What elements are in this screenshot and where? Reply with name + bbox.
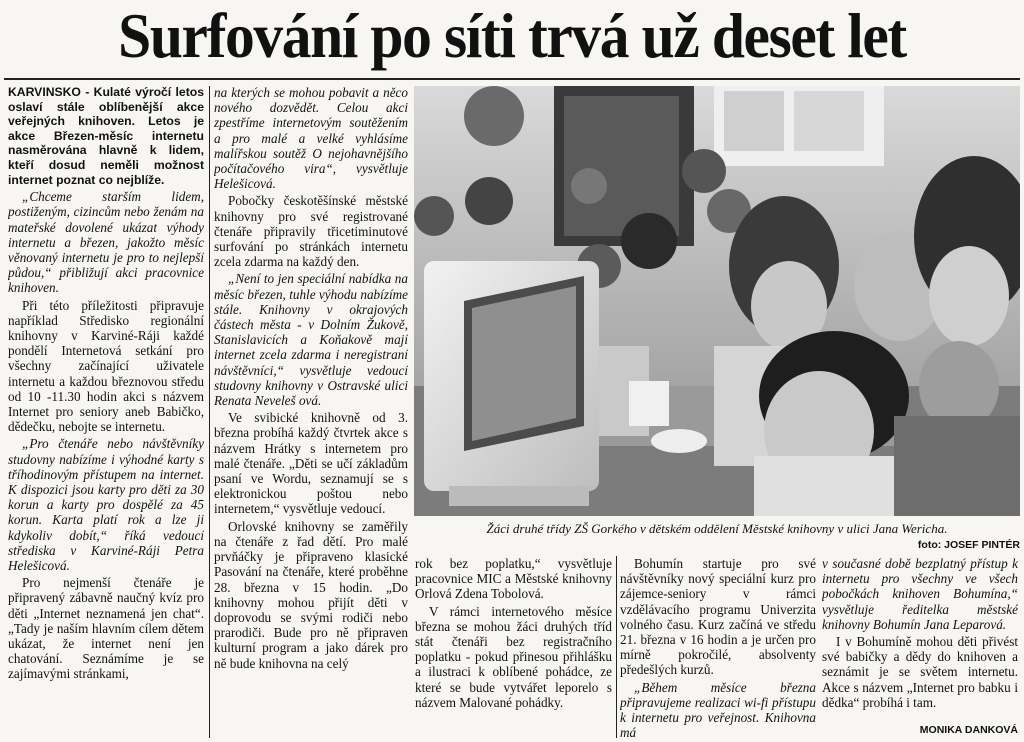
paragraph: v současné době bezplatný přístup k internetu pro všechny ve všech pobočkách knihoven Bohumína,“ vysvětluje ředitelka městské knihovny Bohumín Jana Leparová.: [822, 556, 1018, 632]
paragraph: „Pro čtenáře nebo návštěvníky studovny nabízíme i výhodné karty s tříhodinovým přístupem na internet. K dispozici jsou karty pro děti za 30 korun a karty pro dospělé za 45 korun. Karta platí rok a lze ji kdykoliv dobít,“ říká vedoucí střediska v Karviné-Ráji Petra Helešicová.: [8, 436, 204, 574]
paragraph: Ve svibické knihovně od 3. března probíhá každý čtvrtek akce s názvem Hrátky s internetem pro malé čtenáře. „Děti se učí základům psaní ve Wordu, seznamují se s elektronickou poštou nebo internetem,“ vysvětluje vedoucí.: [214, 410, 408, 517]
paragraph: I v Bohumíně mohou děti přivést své babičky a dědy do knihoven a seznámit je se světem internetu. Akce s názvem „Internet pro babku i dědka“ probíhá i tam.: [822, 634, 1018, 710]
photo-caption: Žáci druhé třídy ZŠ Gorkého v dětském oddělení Městské knihovny v ulici Jana Wericha.: [486, 521, 948, 536]
paragraph: „Během měsíce března připravujeme realizaci wi-fi přístupu k internetu pro veřejnost. Knihovna má: [620, 679, 816, 740]
column-rule: [616, 556, 617, 738]
children-at-computer-photo: [414, 86, 1020, 516]
article-column-3: [415, 556, 612, 740]
author-byline: MONIKA DANKOVÁ: [919, 724, 1018, 736]
paragraph: V rámci internetového měsíce března se mohou žáci druhých tříd stát čtenáři bez registračního poplatku - pokud přinesou přihlášku a ilustraci k oblíbené pohádce, ze které se bude vytvářet leporelo s názvem Malované pohádky.: [415, 603, 612, 710]
headline-rule: [4, 78, 1020, 80]
paragraph: Pobočky českotěšínské městské knihovny pro své registrované čtenáře připravily třicetiminutové surfování po stránkách internetu zcela zdarma na každý den.: [214, 193, 408, 270]
paragraph: „Chceme starším lidem, postiženým, cizincům nebo ženám na mateřské dovolené ukázat výhody internetu a březen, jakožto měsíc věnovaný internetu je pro to nejlepší půdou,“ přibližují akci pracovnice knihoven.: [8, 189, 204, 296]
paragraph: Pro nejmenší čtenáře je připravený zábavně naučný kvíz pro děti „Internet neznamená jen chat“. „Tady je naším hlavním cílem dětem ukázat, že internet není jen chatování. Seznámíme je se zajímavými stránkami,: [8, 575, 204, 682]
paragraph: Při této příležitosti připravuje například Středisko regionální knihovny v Karviné-Ráji každé pondělí Internetová setkání pro všechny začínající uživatele internetu a každou březnovou středu od 10 -11.30 hodin akci s názvem Internet pro seniory aneb Babičko, dědečku, nebojte se internetu.: [8, 297, 204, 435]
article-column-1: [8, 85, 204, 740]
paragraph: Orlovské knihovny se zaměřily na čtenáře z řad dětí. Pro malé prvňáčky je připraveno klasické Pasování na čtenáře, které proběhne 28. března v 15 hodin. „Do knihovny mohou přijít děti v doprovodu se svými rodiči nebo prarodiči. Bude pro ně připraven kulturní program a jako dárek pro ně bude knihovna na celý: [214, 518, 408, 671]
paragraph: „Není to jen speciální nabídka na měsíc březen, tuhle výhodu nabízíme stále. Knihovny v okrajových částech města - v Dolním Žukově, Stanislavicích a Koňakově mají internet zcela zdarma i neregistraní návštěvníci,“ vysvětluje vedoucí studovny knihovny v Ostravské ulici Renata Neveleš ová.: [214, 271, 408, 409]
photo-credit: foto: JOSEF PINTÉR: [917, 539, 1020, 551]
article-column-2: [214, 85, 408, 740]
headline: Surfování po síti trvá už deset let: [118, 0, 906, 71]
article-column-5: [822, 556, 1018, 724]
article-column-4: [620, 556, 816, 740]
paragraph: na kterých se mohou pobavit a něco nového dozvědět. Celou akci zpestříme internetovým soutěžením a pro malé a velké vyhlásíme malířskou soutěž O nejohavnějšího počítačového vira“, vysvětluje Helešicová.: [214, 85, 408, 192]
lead-paragraph: KARVINSKO - Kulaté výročí letos oslaví stále oblíbenější akce veřejných knihoven. Letos je akce Březen-měsíc internetu nasměrována hlavně k lidem, kteří dosud neměli možnost internet poznat co nejblíže.: [8, 85, 204, 187]
photo: [414, 86, 1020, 516]
column-rule: [209, 86, 210, 738]
paragraph: rok bez poplatku,“ vysvětluje pracovnice MIC a Městské knihovny Orlová Zdena Tobolová.: [415, 556, 612, 602]
paragraph: Bohumín startuje pro své návštěvníky nový speciální kurz pro zájemce-seniory v rámci vzdělávacího programu Univerzita volného času. Kurz začíná ve středu 21. března v 16 hodin a je určen pro mírně pokročilé, absolventy předešlých kurzů.: [620, 556, 816, 678]
